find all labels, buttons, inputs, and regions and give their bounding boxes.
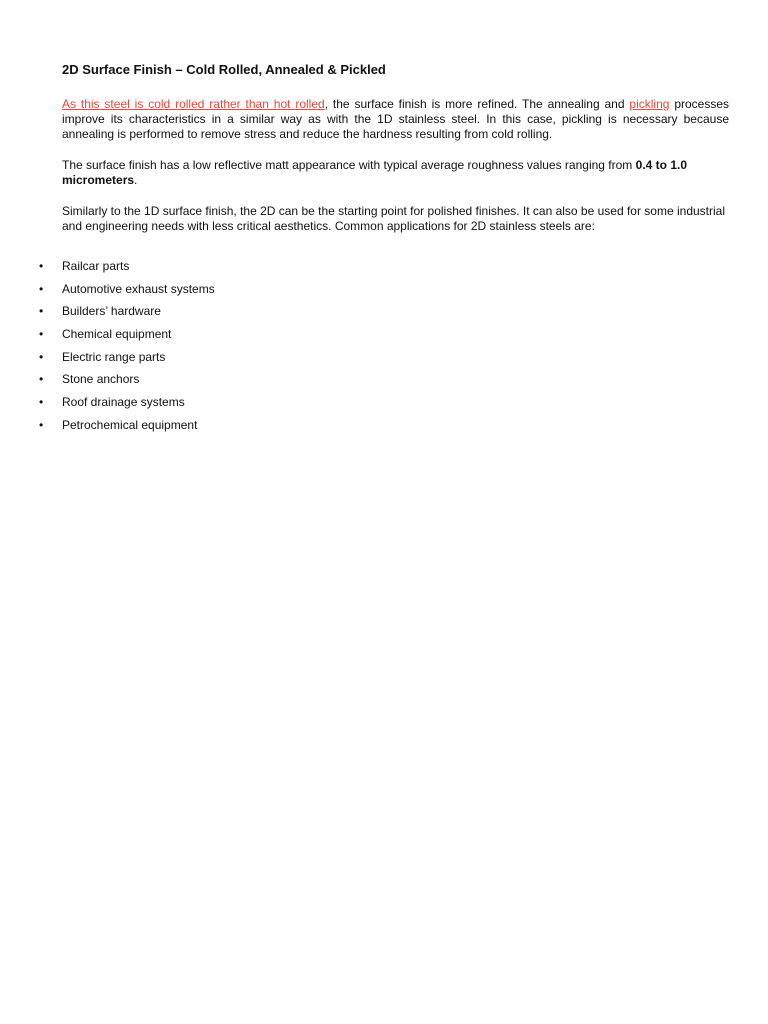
list-item-text: Electric range parts — [62, 349, 166, 364]
roughness-value: 0.4 to 1.0 micrometers — [62, 158, 687, 187]
bullet-icon: • — [39, 259, 44, 273]
list-item-text: Chemical equipment — [62, 327, 172, 342]
bullet-icon: • — [39, 417, 44, 432]
finish-paragraph — [62, 158, 729, 188]
bullet-icon: • — [39, 395, 44, 410]
list-item-text: Builders’ hardware — [62, 304, 161, 319]
list-item-text: Automotive exhaust systems — [62, 281, 215, 296]
cold-rolled-link[interactable]: As this steel is cold rolled rather than hot rolled — [62, 97, 325, 111]
bullet-icon: • — [39, 281, 44, 296]
applications-intro-paragraph: Similarly to the 1D surface finish, the 2D can be the starting point for polished finishes. It can also be used for some industrial and engineering needs with less critical aesthetics. Common applications for 2D stainless steels are: — [62, 204, 726, 233]
bullet-icon: • — [39, 327, 44, 342]
page-title: 2D Surface Finish – Cold Rolled, Annealed & Pickled — [62, 62, 386, 77]
bullet-icon: • — [39, 349, 44, 364]
intro-text-part-2: processes improve its characteristics in a similar way as with the 1D stainless steel. In this case, pickling is necessary because annealing is performed to remove stress and reduce the hardness resulting from cold rolling. — [62, 97, 730, 141]
intro-text-part-1: , the surface finish is more refined. The annealing and — [324, 97, 630, 111]
list-item-text: Petrochemical equipment — [62, 417, 198, 432]
bullet-icon: • — [39, 372, 44, 387]
bullet-icon: • — [39, 304, 44, 319]
list-item-text: Railcar parts — [62, 259, 130, 273]
list-item-text: Stone anchors — [62, 372, 140, 387]
finish-text-part-2: . — [134, 173, 138, 187]
finish-text-part-1: The surface finish has a low reflective matt appearance with typical average roughness values ranging from — [62, 158, 636, 172]
intro-paragraph — [62, 97, 729, 142]
list-item-text: Roof drainage systems — [62, 395, 185, 410]
pickling-link[interactable]: pickling — [629, 97, 670, 111]
